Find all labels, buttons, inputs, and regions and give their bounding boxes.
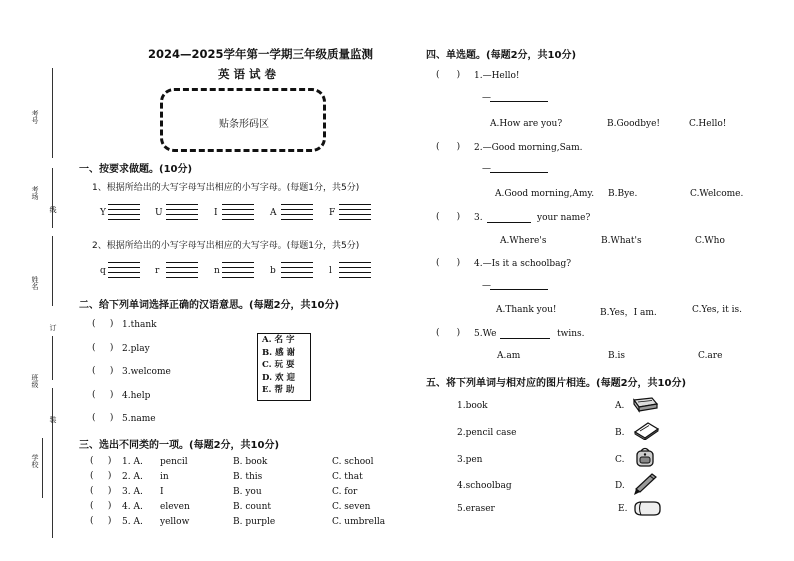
match-word[interactable]: 4.schoolbag [457, 481, 512, 491]
answer-paren[interactable]: ( ) [436, 212, 461, 222]
q5-option-a: A.am [497, 351, 521, 361]
q1-option-b: B.Goodbye! [607, 119, 661, 129]
q4-dash: — [482, 281, 491, 291]
option-a: eleven [160, 502, 190, 512]
q2-prompt: 2.—Good morning,Sam. [474, 143, 583, 153]
row-number: 4. A. [122, 502, 143, 512]
writing-lines[interactable] [108, 204, 140, 222]
option: E. 帮 助 [262, 385, 295, 395]
option-a: pencil [160, 457, 188, 467]
writing-lines[interactable] [166, 204, 198, 222]
q1-blank[interactable] [490, 90, 548, 102]
section5-heading: 五、将下列单词与相对应的图片相连。(每题2分，共10分) [426, 378, 687, 389]
option-a: in [160, 472, 169, 482]
option-b: B. this [233, 472, 263, 482]
q4-option-c: C.Yes, it is. [692, 305, 742, 315]
q4-blank[interactable] [490, 278, 548, 290]
side-field-room: 考场 [31, 186, 39, 200]
book-icon[interactable] [632, 420, 660, 440]
letter: n [214, 266, 220, 276]
answer-paren[interactable]: ( ) [90, 501, 112, 511]
writing-lines[interactable] [108, 262, 140, 280]
answer-paren[interactable]: ( ) [92, 390, 114, 400]
q2-option-a: A.Good morning,Amy. [495, 189, 595, 199]
section1-q2: 2、根据所给出的小写字母写出相应的大写字母。(每题1分，共5分) [92, 241, 360, 251]
barcode-area [160, 88, 326, 152]
word-item: 1.thank [122, 320, 157, 330]
answer-paren[interactable]: ( ) [90, 471, 112, 481]
side-mark-bind: 订 [49, 324, 57, 331]
row-number: 1. A. [122, 457, 143, 467]
letter: A [270, 208, 277, 218]
writing-lines[interactable] [222, 262, 254, 280]
side-mark-pack: 装 [49, 416, 57, 423]
row-number: 2. A. [122, 472, 143, 482]
option: D. 欢 迎 [262, 372, 295, 383]
q2-option-c: C.Welcome. [690, 189, 744, 199]
section4-heading: 四、单选题。(每题2分，共10分) [426, 50, 577, 61]
match-word[interactable]: 1.book [457, 401, 488, 411]
option-a: I [160, 487, 164, 497]
section2-heading: 二、给下列单词选择正确的汉语意思。(每题2分，共10分) [79, 300, 340, 311]
writing-lines[interactable] [339, 204, 371, 222]
letter: r [155, 266, 160, 276]
word-item: 2.play [122, 344, 150, 354]
exam-subtitle: 英 语 试 卷 [218, 67, 277, 81]
picture-letter: E. [618, 504, 628, 514]
match-word[interactable]: 5.eraser [457, 504, 495, 514]
q2-blank[interactable] [490, 161, 548, 173]
q1-dash: — [482, 93, 491, 103]
eraser-icon[interactable] [632, 498, 662, 518]
option-c: C. school [332, 457, 374, 467]
answer-paren[interactable]: ( ) [436, 258, 461, 268]
option-b: B. purple [233, 517, 276, 527]
option-c: C. for [332, 487, 358, 497]
word-item: 3.welcome [122, 367, 171, 377]
word-item: 4.help [122, 391, 151, 401]
q5-prefix: 5.We [474, 329, 497, 339]
q4-option-a: A.Thank you! [496, 305, 557, 315]
answer-paren[interactable]: ( ) [92, 343, 114, 353]
option-b: B. book [233, 457, 268, 467]
letter: I [214, 208, 218, 218]
schoolbag-icon[interactable] [633, 446, 657, 468]
q4-prompt: 4.—Is it a schoolbag? [474, 259, 572, 269]
letter: Y [100, 208, 106, 218]
picture-letter: A. [615, 401, 625, 411]
q1-option-c: C.Hello! [689, 119, 727, 129]
option-b: B. you [233, 487, 262, 497]
row-number: 5. A. [122, 517, 143, 527]
q3-suffix: your name? [537, 213, 591, 223]
answer-paren[interactable]: ( ) [90, 486, 112, 496]
pen-icon[interactable] [632, 472, 658, 496]
side-field-school: 学校 [31, 454, 39, 468]
row-number: 3. A. [122, 487, 143, 497]
option: B. 感 谢 [262, 347, 296, 358]
q5-option-b: B.is [608, 351, 625, 361]
letter: U [155, 208, 163, 218]
section3-heading: 三、选出不同类的一项。(每题2分，共10分) [79, 440, 280, 451]
exam-title: 2024—2025学年第一学期三年级质量监测 [148, 47, 374, 61]
q1-prompt: 1.—Hello! [474, 71, 520, 81]
pencil-case-icon[interactable] [630, 394, 660, 414]
answer-paren[interactable]: ( ) [92, 319, 114, 329]
section1-q1: 1、根据所给出的大写字母写出相应的小写字母。(每题1分，共5分) [92, 183, 360, 193]
q5-option-c: C.are [698, 351, 723, 361]
answer-paren[interactable]: ( ) [92, 366, 114, 376]
q1-option-a: A.How are you? [490, 119, 563, 129]
option-c: C. seven [332, 502, 371, 512]
q4-option-b: B.Yes，I am. [600, 308, 657, 318]
writing-lines[interactable] [281, 204, 313, 222]
option-b: B. count [233, 502, 272, 512]
option-a: yellow [160, 517, 190, 527]
q3-option-c: C.Who [695, 236, 725, 246]
meaning-options-box [257, 333, 311, 401]
q2-option-b: B.Bye. [608, 189, 638, 199]
q5-suffix: twins. [557, 329, 585, 339]
letter: l [329, 266, 332, 276]
answer-paren[interactable]: ( ) [92, 413, 114, 423]
side-field-class: 班级 [31, 374, 39, 388]
picture-letter: B. [615, 428, 625, 438]
writing-lines[interactable] [281, 262, 313, 280]
answer-paren[interactable]: ( ) [90, 516, 112, 526]
option-c: C. that [332, 472, 363, 482]
option: C. 玩 耍 [262, 360, 295, 370]
letter: q [100, 266, 106, 276]
picture-letter: D. [615, 481, 625, 491]
answer-paren[interactable]: ( ) [436, 70, 461, 80]
option-c: C. umbrella [332, 517, 386, 527]
picture-letter: C. [615, 455, 625, 465]
letter: F [329, 208, 336, 218]
writing-lines[interactable] [339, 262, 371, 280]
side-mark-line: 线 [49, 206, 57, 213]
q3-prefix: 3. [474, 213, 483, 223]
q2-dash: — [482, 164, 491, 174]
match-word[interactable]: 3.pen [457, 455, 483, 465]
answer-paren[interactable]: ( ) [436, 328, 461, 338]
q3-option-b: B.What's [601, 236, 642, 246]
side-field-exam-no: 考号 [31, 110, 39, 124]
answer-paren[interactable]: ( ) [90, 456, 112, 466]
match-word[interactable]: 2.pencil case [457, 428, 517, 438]
barcode-label: 贴条形码区 [219, 119, 269, 130]
word-item: 5.name [122, 414, 156, 424]
option: A. 名 字 [262, 335, 295, 345]
side-field-name: 姓名 [31, 276, 39, 290]
q3-blank[interactable] [487, 211, 531, 223]
q5-blank[interactable] [500, 327, 550, 339]
answer-paren[interactable]: ( ) [436, 142, 461, 152]
section1-heading: 一、按要求做题。(10分) [79, 164, 193, 175]
letter: b [270, 266, 276, 276]
q3-option-a: A.Where's [500, 236, 547, 246]
writing-lines[interactable] [166, 262, 198, 280]
writing-lines[interactable] [222, 204, 254, 222]
